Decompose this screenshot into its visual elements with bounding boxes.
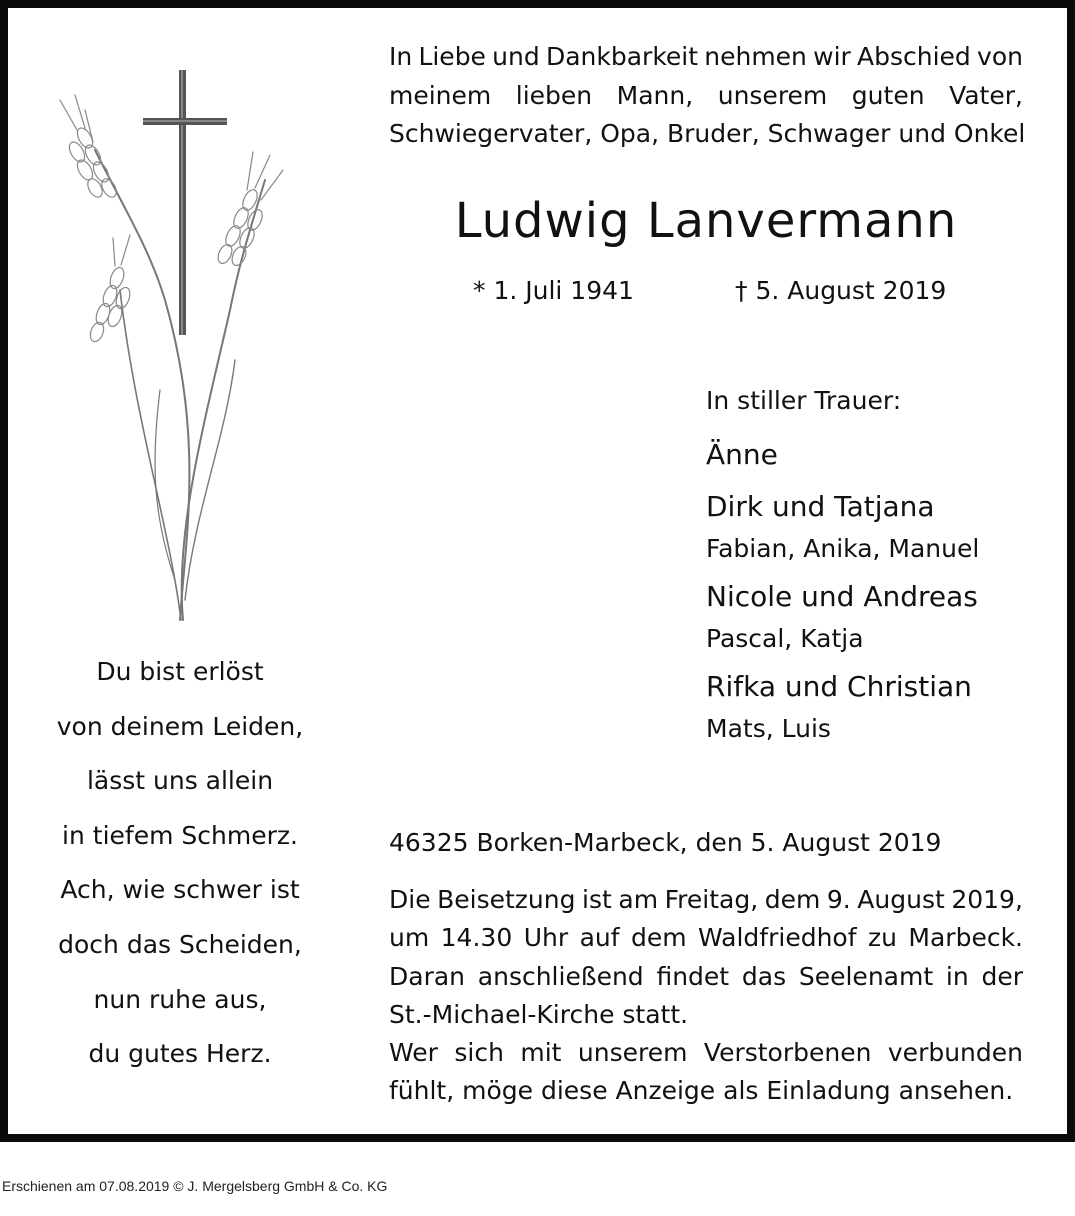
funeral-line: fühlt, möge diese Anzeige als Einladung ansehen. — [389, 1076, 1014, 1106]
mourner-children: Pascal, Katja — [706, 624, 864, 653]
word: in — [945, 961, 969, 991]
mourner-family: Rifka und Christian — [706, 670, 972, 703]
cross-and-wheat-illustration — [55, 60, 305, 640]
word: auf — [579, 923, 620, 953]
word: und — [492, 42, 540, 71]
mourner-children: Fabian, Anika, Manuel — [706, 534, 980, 563]
poem-line: in tiefem Schmerz. — [62, 820, 298, 850]
word: zu — [867, 923, 897, 953]
word: Wer — [389, 1038, 438, 1068]
word: anschließend — [477, 961, 644, 991]
poem-line: lässt uns allein — [86, 766, 274, 796]
poem — [40, 645, 320, 1082]
word: mit — [520, 1038, 562, 1068]
word: dem — [630, 923, 687, 953]
mourner-family: Nicole und Andreas — [706, 580, 978, 613]
intro-line — [389, 38, 1023, 77]
funeral-line: St.-Michael-Kirche statt. — [389, 999, 689, 1029]
word: dem — [764, 885, 821, 914]
word: unserem — [717, 80, 828, 110]
word: das — [741, 961, 787, 991]
word: 9. — [826, 885, 851, 914]
word: 2019, — [951, 885, 1023, 914]
birth-date: * 1. Juli 1941 — [473, 276, 634, 305]
funeral-line — [389, 1034, 1023, 1072]
word: guten — [851, 80, 925, 110]
word: August — [857, 885, 945, 914]
cross-icon — [143, 70, 227, 335]
word: am — [618, 885, 659, 914]
publication-footer: Erschienen am 07.08.2019 © J. Mergelsberg GmbH & Co. KG — [2, 1178, 388, 1194]
poem-line: du gutes Herz. — [88, 1039, 272, 1069]
word: Vater, — [949, 80, 1023, 110]
word: wir — [813, 42, 851, 71]
funeral-line — [389, 958, 1023, 996]
intro-line — [389, 77, 1023, 116]
word: unserem — [577, 1038, 688, 1068]
poem-line: nun ruhe aus, — [93, 984, 267, 1014]
word: Daran — [389, 961, 466, 991]
word: 14.30 — [440, 923, 513, 953]
word: Abschied — [857, 42, 971, 71]
mourner-family: Änne — [706, 438, 778, 471]
word: lieben — [515, 80, 593, 110]
mourner-children: Mats, Luis — [706, 714, 831, 743]
intro-line: Schwiegervater, Opa, Bruder, Schwager und Onkel — [389, 119, 1026, 148]
word: sich — [454, 1038, 504, 1068]
word: Uhr — [523, 923, 569, 953]
funeral-line — [389, 881, 1023, 919]
word: Waldfriedhof — [698, 923, 857, 953]
word: von — [977, 42, 1023, 71]
word: Verstorbenen — [703, 1038, 872, 1068]
mourners-heading: In stiller Trauer: — [706, 386, 902, 415]
poem-line: Du bist erlöst — [96, 657, 264, 686]
place-and-date: 46325 Borken-Marbeck, den 5. August 2019 — [389, 828, 942, 857]
word: Seelenamt — [798, 961, 934, 991]
word: Die — [389, 885, 431, 914]
poem-line: Ach, wie schwer ist — [60, 875, 300, 905]
word: der — [981, 961, 1023, 991]
word: Marbeck. — [908, 923, 1023, 953]
word: verbunden — [887, 1038, 1023, 1068]
word: nehmen — [704, 42, 807, 71]
word: ist — [582, 885, 612, 914]
poem-line: von deinem Leiden, — [56, 711, 304, 741]
word: Mann, — [616, 80, 694, 110]
poem-line: doch das Scheiden, — [58, 929, 302, 959]
word: Dankbarkeit — [545, 42, 699, 71]
funeral-notice — [389, 881, 1023, 1111]
wheat-ears-icon — [60, 95, 283, 620]
intro-text — [389, 38, 1026, 154]
mourner-family: Dirk und Tatjana — [706, 490, 935, 523]
deceased-name: Ludwig Lanvermann — [454, 193, 958, 249]
word: In — [389, 42, 413, 71]
word: findet — [656, 961, 730, 991]
word: Freitag, — [664, 885, 759, 914]
funeral-line — [389, 919, 1023, 957]
word: um — [389, 923, 430, 953]
word: meinem — [389, 80, 492, 110]
word: Liebe — [418, 42, 486, 71]
death-date: † 5. August 2019 — [735, 276, 947, 305]
word: Beisetzung — [437, 885, 576, 914]
